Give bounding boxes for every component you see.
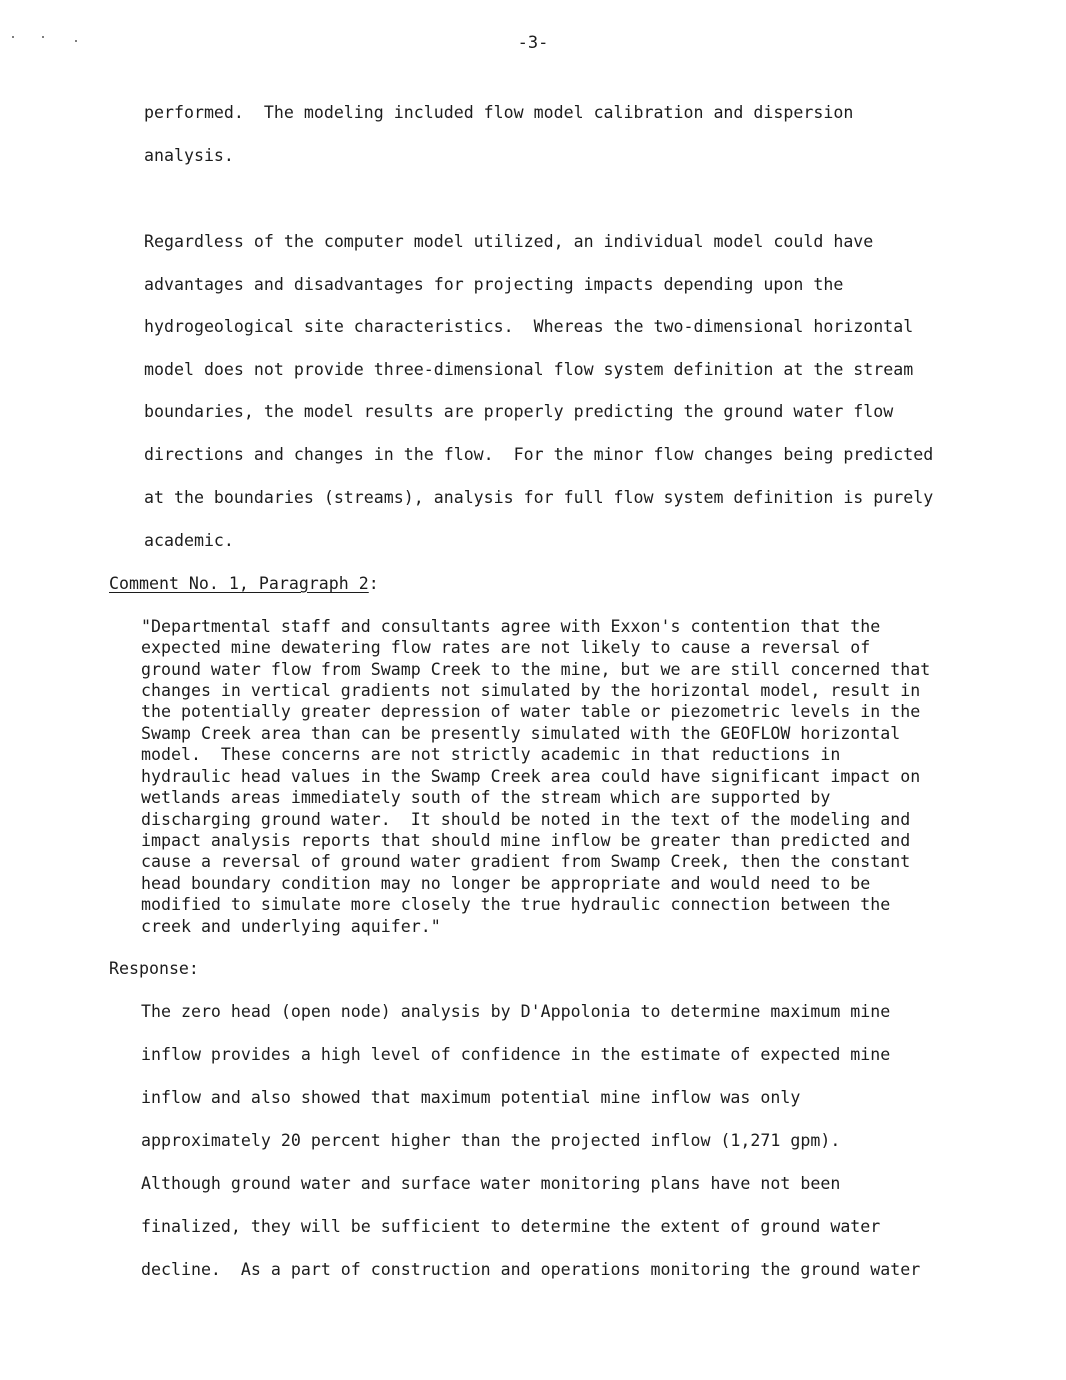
paragraph-line: model does not provide three-dimensional flow system definition at the stream [144,360,914,379]
quote-line: discharging ground water. It should be noted in the text of the modeling and [141,810,911,829]
quote-line: "Departmental staff and consultants agree with Exxon's contention that the [141,617,881,636]
paragraph-line: advantages and disadvantages for projecting impacts depending upon the [144,275,844,294]
quote-line: changes in vertical gradients not simulated by the horizontal model, result in [141,681,921,700]
paragraph-line: directions and changes in the flow. For the minor flow changes being predicted [144,445,934,464]
response-heading: Response: [109,959,199,978]
paragraph-line: at the boundaries (streams), analysis for full flow system definition is purely [144,488,934,507]
quote-line: wetlands areas immediately south of the stream which are supported by [141,788,831,807]
quote-line: ground water flow from Swamp Creek to the mine, but we are still concerned that [141,660,931,679]
quote-line: hydraulic head values in the Swamp Creek area could have significant impact on [141,767,921,786]
quote-line: the potentially greater depression of water table or piezometric levels in the [141,702,921,721]
response-line: inflow and also showed that maximum potential mine inflow was only [141,1088,801,1107]
quote-line: modified to simulate more closely the true hydraulic connection between the [141,895,891,914]
page-number: -3- [517,33,549,53]
quote-line: Swamp Creek area than can be presently simulated with the GEOFLOW horizontal [141,724,901,743]
response-line: Although ground water and surface water monitoring plans have not been [141,1174,841,1193]
response-line: decline. As a part of construction and operations monitoring the ground water [141,1260,921,1279]
paragraph-line: academic. [144,531,234,550]
response-line: approximately 20 percent higher than the projected inflow (1,271 gpm). [141,1131,841,1150]
comment-heading-colon: : [368,574,379,593]
quote-line: creek and underlying aquifer." [141,917,441,936]
quote-line: impact analysis reports that should mine inflow be greater than predicted and [141,831,911,850]
paragraph-line: performed. The modeling included flow model calibration and dispersion [144,103,854,122]
quote-line: model. These concerns are not strictly academic in that reductions in [141,745,841,764]
comment-heading-text: Comment No. 1, Paragraph 2 [109,574,369,593]
paragraph-line: analysis. [144,146,234,165]
response-line: inflow provides a high level of confidence in the estimate of expected mine [141,1045,891,1064]
comment-heading [109,574,379,594]
paragraph-line: hydrogeological site characteristics. Whereas the two-dimensional horizontal [144,317,914,336]
quote-line: cause a reversal of ground water gradient from Swamp Creek, then the constant [141,852,911,871]
response-line: The zero head (open node) analysis by D'Appolonia to determine maximum mine [141,1002,891,1021]
quote-line: expected mine dewatering flow rates are not likely to cause a reversal of [141,638,871,657]
paragraph-line: boundaries, the model results are properly predicting the ground water flow [144,402,894,421]
response-line: finalized, they will be sufficient to determine the extent of ground water [141,1217,881,1236]
quote-line: head boundary condition may no longer be appropriate and would need to be [141,874,871,893]
paragraph-line: Regardless of the computer model utilized, an individual model could have [144,232,874,251]
